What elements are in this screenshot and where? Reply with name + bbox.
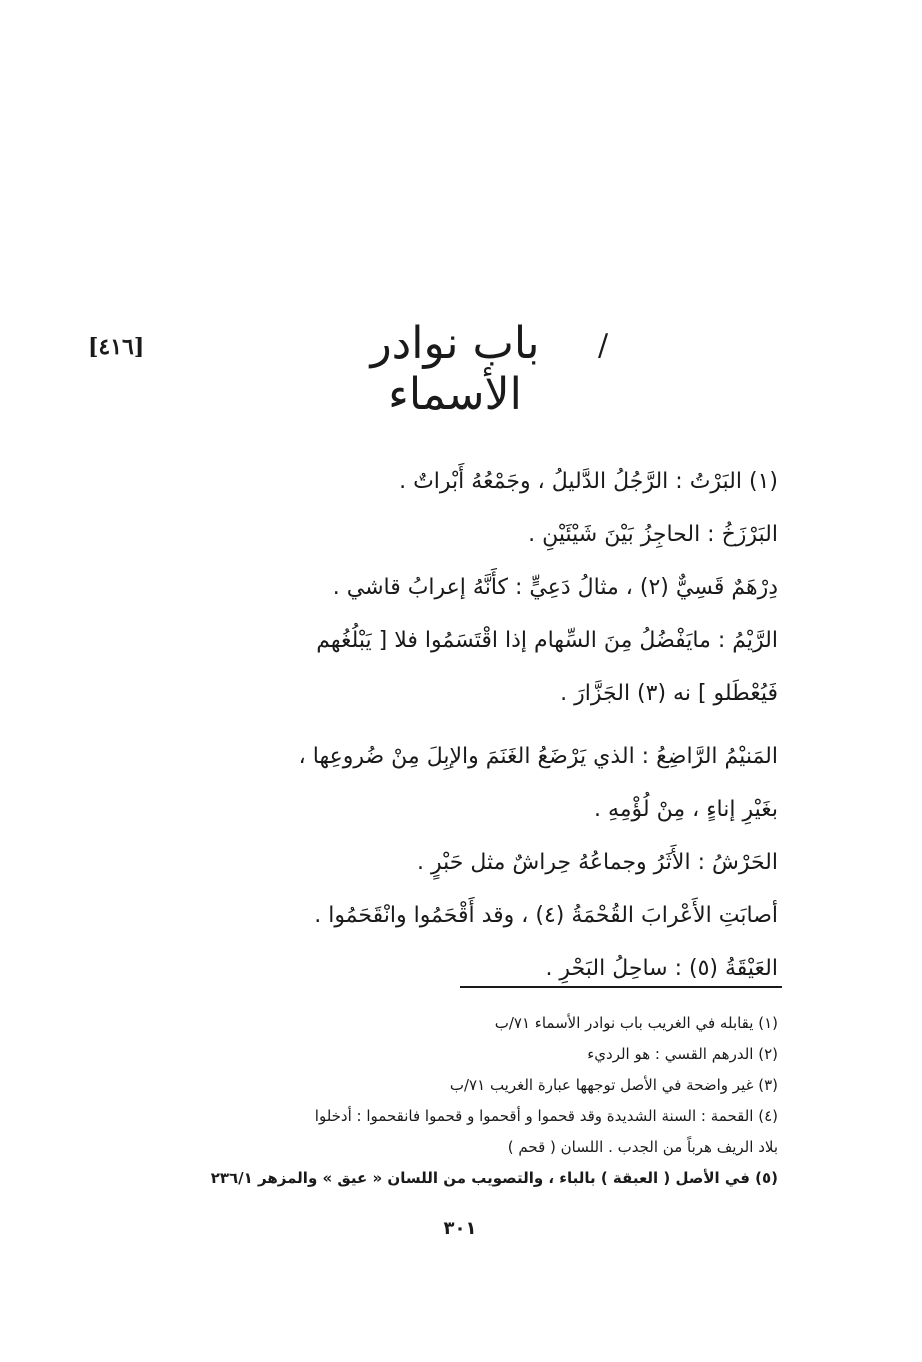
footnote: (١) يقابله في الغريب باب نوادر الأسماء ٧١/ب	[494, 1014, 778, 1032]
entry-line: دِرْهَمٌ قَسِيٌّ (٢) ، مثالُ دَعِيٍّ : كأَنَّهُ إعرابُ قاشي .	[332, 575, 778, 600]
entry-line: العَيْقَةُ (٥) : ساحِلُ البَحْرِ .	[545, 956, 778, 981]
footnote-continuation: بلاد الريف هرباً من الجدب . اللسان ( قحم )	[507, 1138, 778, 1156]
manuscript-folio-reference: [٤١٦]	[88, 334, 145, 360]
chapter-title: باب نوادر الأسماء	[370, 318, 540, 420]
entries-text	[166, 455, 778, 995]
entry-line: (١) البَرْتُ : الرَّجُلُ الدَّليلُ ، وجَمْعُهُ أَبْراتٌ .	[399, 469, 778, 494]
entry-line: أصابَتِ الأَعْرابَ القُحْمَةُ (٤) ، وقد أَقْحَمُوا وانْقَحَمُوا .	[314, 903, 778, 928]
entry-line: البَرْزَخُ : الحاجِزُ بَيْنَ شَيْئَيْنِ .	[528, 522, 778, 547]
entry-line: الحَرْشُ : الأَثَرُ وجماعُهُ حِراشٌ مثل حَبْرٍ .	[416, 850, 778, 875]
footnote: (٥) في الأصل ( العبقة ) بالباء ، والتصويب من اللسان « عيق » والمزهر ٢٣٦/١	[210, 1169, 778, 1187]
entry-line: فَيُعْطَلو ] نه (٣) الجَزَّارَ .	[560, 681, 778, 706]
paragraph-gap	[166, 720, 778, 730]
footnote-separator	[460, 986, 782, 988]
entry-line: المَنيْمُ الرَّاضِعُ : الذي يَرْضَعُ الغَنَمَ والإبِلَ مِنْ ضُروعِها ،	[298, 744, 778, 769]
entry-line: بغَيْرِ إناءٍ ، مِنْ لُؤْمِهِ .	[593, 797, 778, 822]
footnotes	[138, 1008, 778, 1194]
page-number: ٣٠١	[443, 1218, 477, 1239]
footnote: (٢) الدرهم القسي : هو الرديء	[587, 1045, 778, 1063]
footnote: (٣) غير واضحة في الأصل توجهها عبارة الغريب ٧١/ب	[449, 1076, 778, 1094]
entry-line: الرَّيْمُ : مايَفْضُلُ مِنَ السِّهام إذا اقْتَسَمُوا فلا [ يَبْلُغُهم	[316, 628, 778, 653]
footnote: (٤) القحمة : السنة الشديدة وقد قحموا و أقحموا و قحموا فانقحموا : أدخلوا	[314, 1107, 778, 1125]
chapter-header	[60, 318, 860, 420]
slash-mark: /	[598, 328, 609, 363]
